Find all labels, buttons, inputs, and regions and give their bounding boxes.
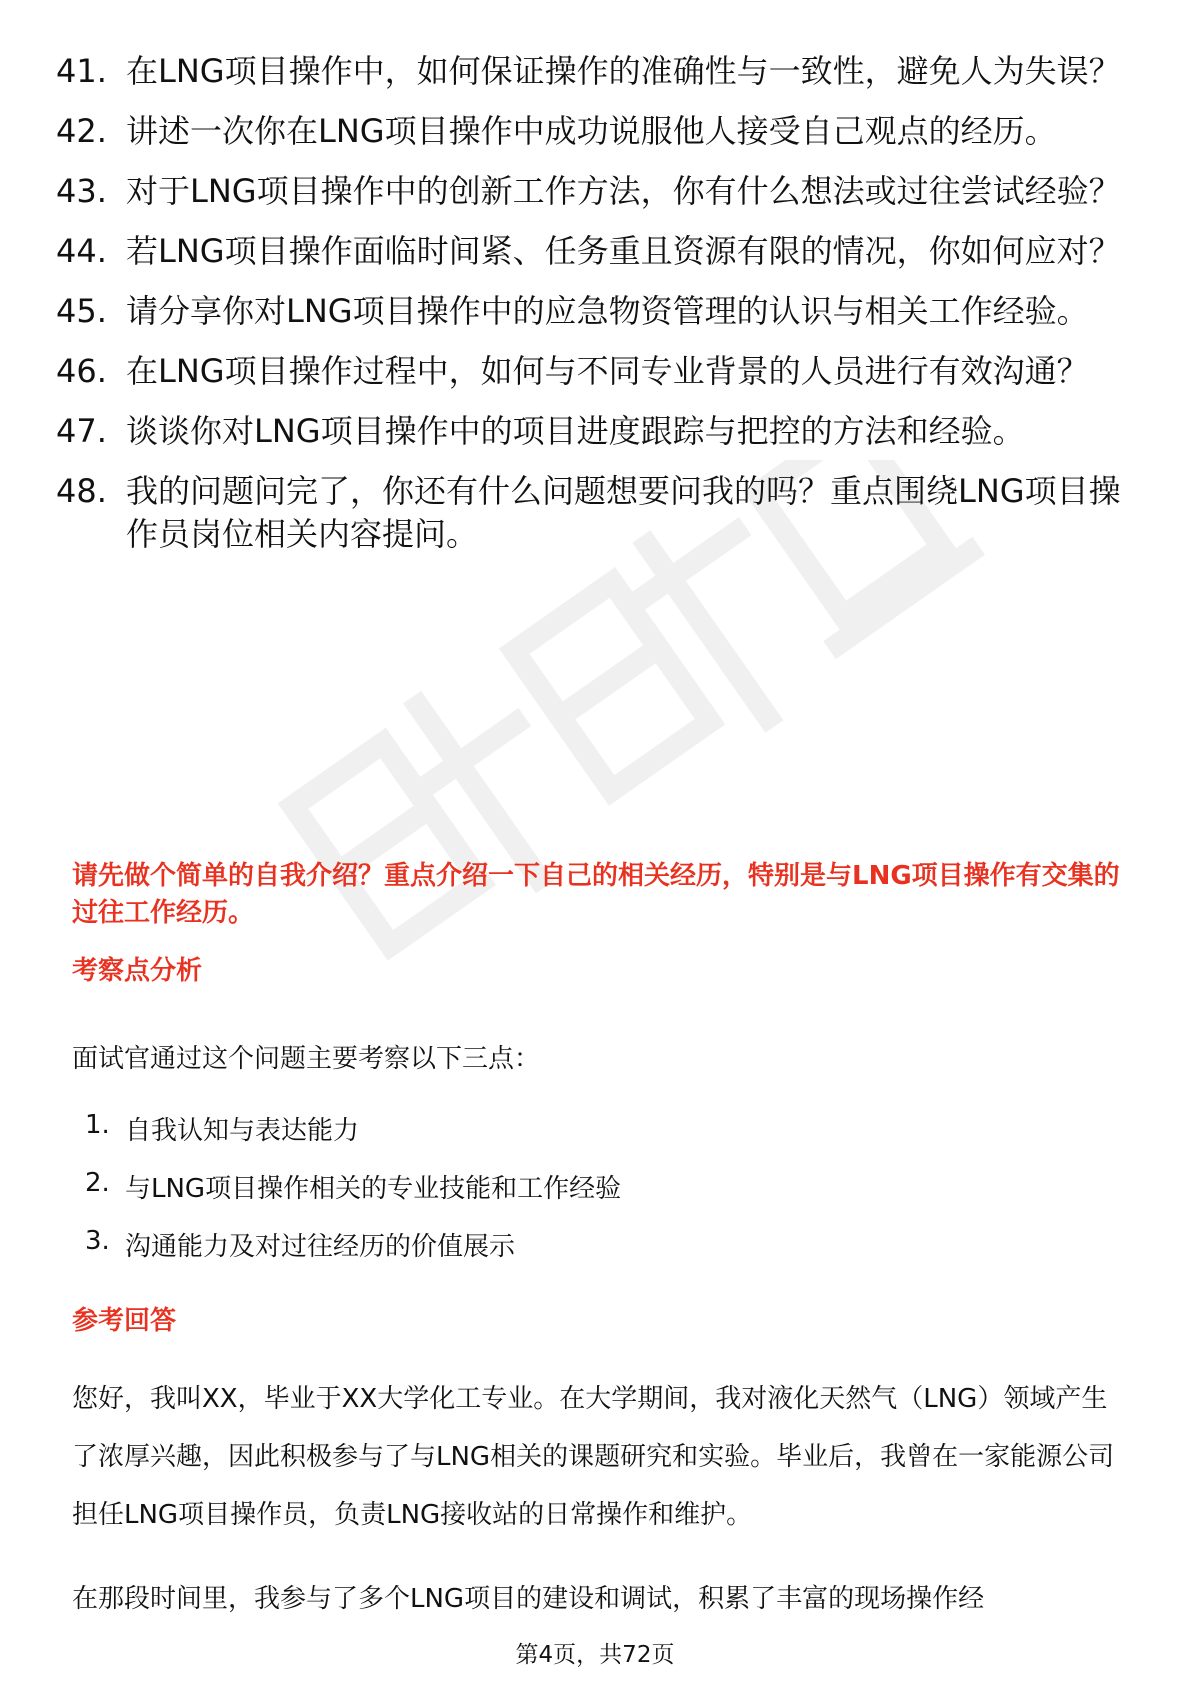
question-item [56, 170, 1136, 213]
question-item [56, 110, 1136, 153]
list-item-number: 1. [85, 1110, 110, 1140]
question-item [56, 290, 1136, 333]
question-number: 41. [56, 52, 107, 90]
question-number: 46. [56, 352, 107, 390]
question-list [56, 50, 1136, 573]
featured-question: 请先做个简单的自我介绍？重点介绍一下自己的相关经历，特别是与LNG项目操作有交集的过往工作经历。 [72, 861, 1120, 928]
question-number: 47. [56, 412, 107, 450]
question-text: 在LNG项目操作中，如何保证操作的准确性与一致性，避免人为失误？ [126, 52, 1121, 90]
question-text: 若LNG项目操作面临时间紧、任务重且资源有限的情况，你如何应对？ [126, 232, 1121, 270]
page-footer: 第4页，共72页 [515, 1642, 675, 1668]
list-item [85, 1226, 985, 1284]
question-text: 在LNG项目操作过程中，如何与不同专业背景的人员进行有效沟通？ [126, 352, 1089, 390]
question-text: 谈谈你对LNG项目操作中的项目进度跟踪与把控的方法和经验。 [126, 412, 1025, 450]
question-item [56, 50, 1136, 93]
question-item [56, 230, 1136, 273]
analysis-heading: 考察点分析 [72, 956, 203, 986]
answer-heading: 参考回答 [72, 1306, 177, 1336]
question-number: 42. [56, 112, 107, 150]
question-item [56, 470, 1136, 556]
list-item-text: 自我认知与表达能力 [125, 1116, 360, 1146]
question-text: 请分享你对LNG项目操作中的应急物资管理的认识与相关工作经验。 [126, 292, 1089, 330]
list-item-number: 2. [85, 1168, 110, 1198]
answer-paragraph-2: 在那段时间里，我参与了多个LNG项目的建设和调试，积累了丰富的现场操作经 [72, 1584, 985, 1614]
question-text: 讲述一次你在LNG项目操作中成功说服他人接受自己观点的经历。 [126, 112, 1057, 150]
question-text: 我的问题问完了，你还有什么问题想要问我的吗？重点围绕LNG项目操作员岗位相关内容提问。 [126, 472, 1121, 553]
list-item-text: 沟通能力及对过往经历的价值展示 [125, 1232, 516, 1262]
list-item-text: 与LNG项目操作相关的专业技能和工作经验 [125, 1174, 622, 1204]
list-item [85, 1168, 985, 1226]
list-item [85, 1110, 985, 1168]
question-number: 45. [56, 292, 107, 330]
analysis-points [85, 1110, 985, 1284]
question-item [56, 350, 1136, 393]
answer-paragraph-1: 您好，我叫XX，毕业于XX大学化工专业。在大学期间，我对液化天然气（LNG）领域产生了浓厚兴趣，因此积极参与了与LNG相关的课题研究和实验。毕业后，我曾在一家能源公司担任LNG项目操作员，负责LNG接收站的日常操作和维护。 [72, 1384, 1115, 1530]
question-number: 48. [56, 472, 107, 510]
question-number: 44. [56, 232, 107, 270]
analysis-intro: 面试官通过这个问题主要考察以下三点： [72, 1044, 541, 1074]
list-item-number: 3. [85, 1226, 110, 1256]
question-text: 对于LNG项目操作中的创新工作方法，你有什么想法或过往尝试经验？ [126, 172, 1121, 210]
question-number: 43. [56, 172, 107, 210]
question-item [56, 410, 1136, 453]
